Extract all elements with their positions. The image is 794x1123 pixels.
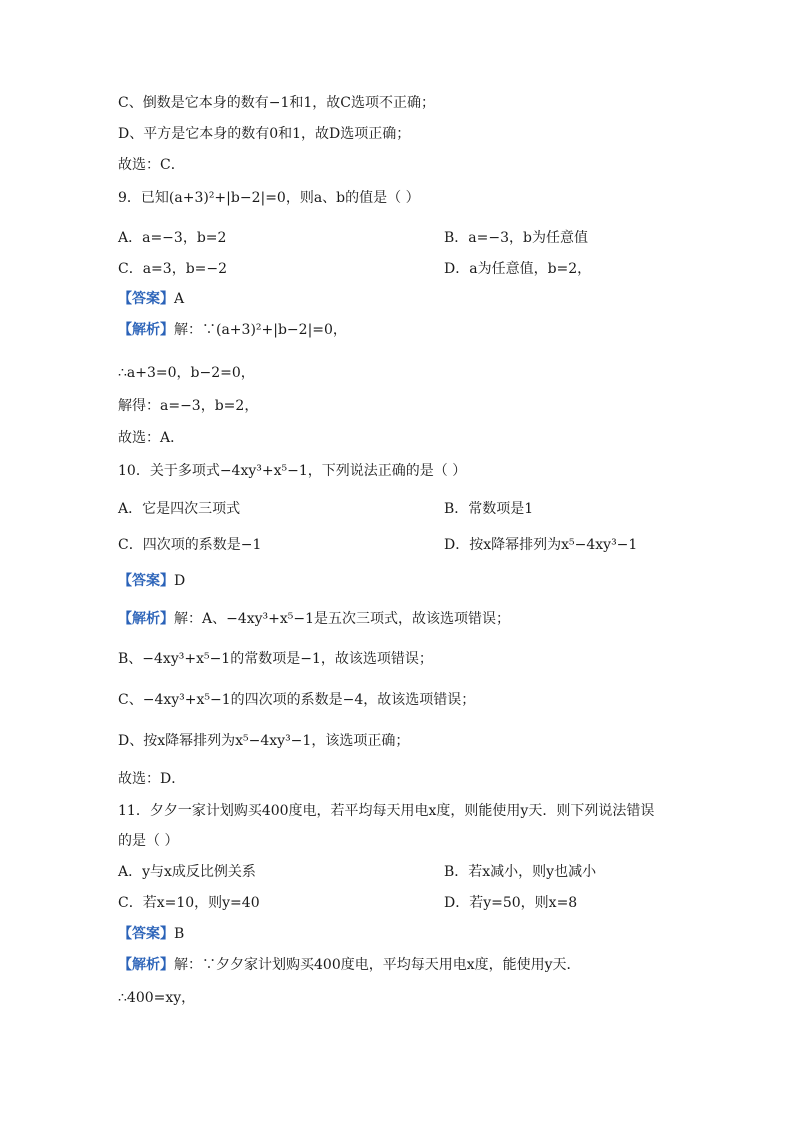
line-text: B．a=−3，b为任意值 — [444, 230, 588, 246]
line-text: 解：∵夕夕家计划购买400度电，平均每天用电x度，能使用y天． — [174, 957, 581, 973]
text-line-q9e1 — [118, 320, 347, 340]
text-line-q11e2 — [118, 988, 195, 1008]
line-text: A．y与x成反比例关系 — [118, 864, 256, 880]
text-line-q11bb — [444, 862, 596, 882]
line-text: C．若x=10，则y=40 — [118, 895, 260, 911]
text-line-q10d — [444, 535, 637, 555]
text-line-l3 — [118, 155, 185, 175]
text-line-q9a — [118, 228, 226, 248]
line-text: ∴a+3=0，b−2=0， — [118, 365, 255, 381]
line-text: 9．已知(a+3)²+|b−2|=0，则a、b的值是（ ） — [118, 190, 420, 206]
text-line-q11a — [118, 862, 256, 882]
line-text: ∴400=xy， — [118, 990, 196, 1006]
line-text: C、倒数是它本身的数有−1和1，故C选项不正确； — [118, 95, 435, 111]
line-text: D．按x降幂排列为x⁵−4xy³−1 — [444, 537, 638, 553]
line-text: B、−4xy³+x⁵−1的常数项是−1，故该选项错误； — [118, 651, 433, 667]
line-text: B．若x减小，则y也减小 — [444, 864, 597, 880]
section-tag: 【解析】 — [118, 957, 174, 973]
text-line-q10b — [444, 499, 533, 519]
text-line-q10c — [118, 535, 261, 555]
text-line-q11c — [118, 893, 260, 913]
line-text: 故选：C． — [118, 157, 185, 173]
text-line-q10e3 — [118, 690, 475, 710]
line-text: D．若y=50，则x=8 — [444, 895, 578, 911]
text-line-q10e2 — [118, 649, 433, 669]
section-tag: 【解析】 — [118, 322, 174, 338]
line-text: 10．关于多项式−4xy³+x⁵−1，下列说法正确的是（ ） — [118, 463, 467, 479]
line-text: 解得：a=−3，b=2， — [118, 398, 259, 414]
text-line-q9ans — [118, 289, 184, 309]
line-text: A．a=−3，b=2 — [118, 230, 227, 246]
text-line-q9e4 — [118, 428, 184, 448]
text-line-q9b — [444, 228, 588, 248]
section-tag: 【答案】 — [118, 926, 174, 942]
text-line-q11 — [118, 801, 654, 821]
text-line-q11d — [444, 893, 577, 913]
line-text: B．常数项是1 — [444, 501, 534, 517]
text-line-q9e3 — [118, 396, 258, 416]
line-text: 解：∵(a+3)²+|b−2|=0， — [174, 322, 347, 338]
line-text: 11．夕夕一家计划购买400度电，若平均每天用电x度，则能使用y天．则下列说法错误 — [118, 803, 655, 819]
text-line-q11e1 — [118, 955, 581, 975]
text-line-q9d — [444, 259, 591, 279]
line-text: D — [174, 573, 186, 589]
line-text: A．它是四次三项式 — [118, 501, 241, 517]
line-text: D．a为任意值，b=2， — [444, 261, 592, 277]
line-text: 解：A、−4xy³+x⁵−1是五次三项式，故该选项错误； — [174, 611, 511, 627]
section-tag: 【解析】 — [118, 611, 174, 627]
text-line-q11ans — [118, 924, 184, 944]
text-line-q9c — [118, 259, 227, 279]
line-text: C．a=3，b=−2 — [118, 261, 228, 277]
line-text: 故选：A． — [118, 430, 185, 446]
line-text: 故选：D． — [118, 771, 186, 787]
text-line-q10e4 — [118, 731, 409, 751]
line-text: D、按x降幂排列为x⁵−4xy³−1，该选项正确； — [118, 733, 410, 749]
text-line-q10 — [118, 461, 466, 481]
line-text: A — [174, 291, 185, 307]
line-text: B — [174, 926, 185, 942]
section-tag: 【答案】 — [118, 573, 174, 589]
line-text: C．四次项的系数是−1 — [118, 537, 262, 553]
text-line-q9e2 — [118, 363, 255, 383]
line-text: C、−4xy³+x⁵−1的四次项的系数是−4，故该选项错误； — [118, 692, 476, 708]
line-text: 的是（ ） — [118, 833, 179, 849]
section-tag: 【答案】 — [118, 291, 174, 307]
line-text: D、平方是它本身的数有0和1，故D选项正确； — [118, 126, 411, 142]
text-line-q11b2 — [118, 831, 178, 851]
text-line-l2 — [118, 124, 410, 144]
text-line-q10a — [118, 499, 240, 519]
text-line-q10e5 — [118, 769, 185, 789]
text-line-q9 — [118, 188, 420, 208]
text-line-l1 — [118, 93, 435, 113]
text-line-q10e1 — [118, 609, 510, 629]
text-line-q10ans — [118, 571, 185, 591]
